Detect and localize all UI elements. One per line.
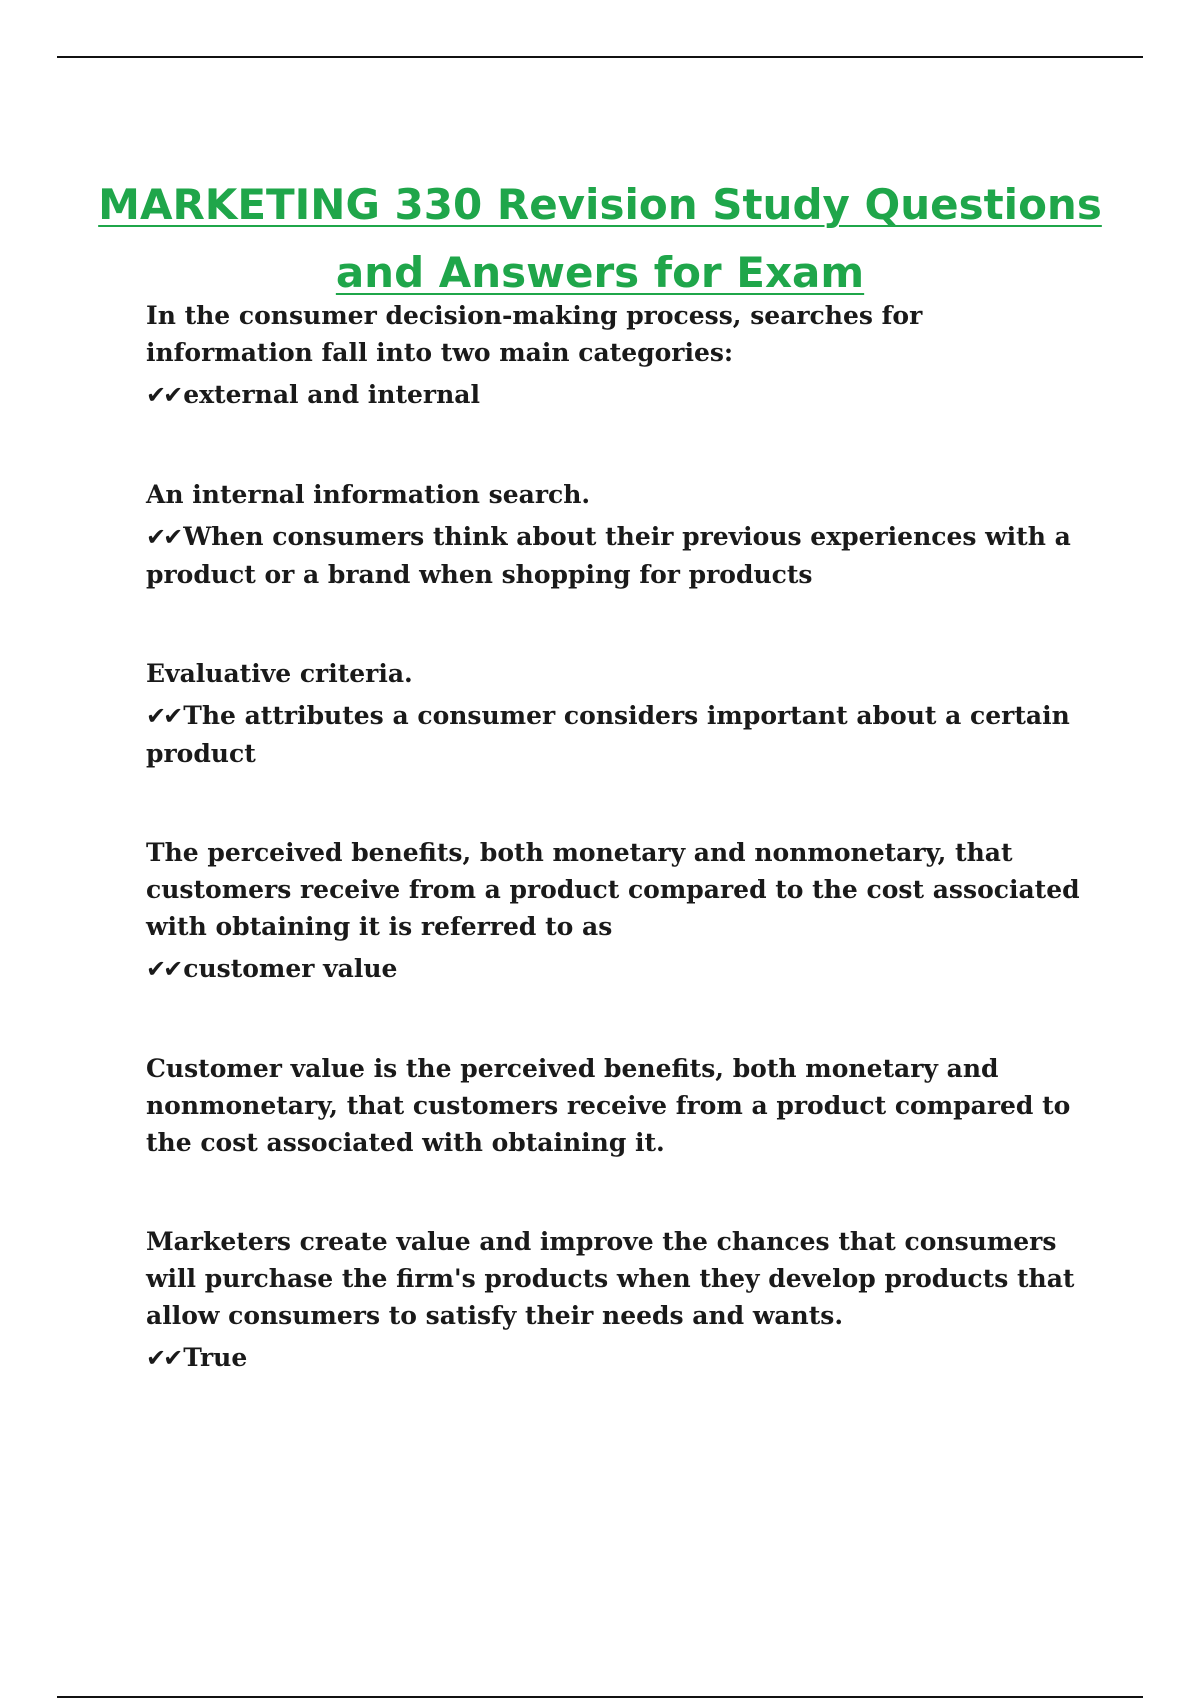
answer-text: customer value — [183, 954, 398, 983]
qa-item — [146, 476, 1096, 593]
double-check-icon: ✔✔ — [146, 381, 181, 409]
qa-item — [146, 655, 1096, 772]
question-text: The perceived benefits, both monetary and nonmonetary, that customers receive from a product compared to the cost associated with obtaining it is referred to as — [146, 838, 1080, 941]
qa-item — [146, 834, 1096, 988]
answer — [146, 697, 1096, 772]
qa-item — [146, 297, 1096, 414]
answer — [146, 1339, 1096, 1377]
answer-text: True — [183, 1343, 248, 1372]
answer — [146, 950, 1096, 988]
question-text: Customer value is the perceived benefits, both monetary and nonmonetary, that customers receive from a product compared to the cost associated with obtaining it. — [146, 1054, 1071, 1157]
document-title — [60, 171, 1140, 307]
answer — [146, 376, 1096, 414]
qa-item — [146, 1223, 1096, 1377]
double-check-icon: ✔✔ — [146, 702, 181, 730]
header-rule — [57, 56, 1143, 58]
answer-text: When consumers think about their previous experiences with a product or a brand when shopping for products — [146, 522, 1071, 589]
question-text: In the consumer decision-making process, searches for information fall into two main categories: — [146, 301, 923, 367]
answer — [146, 518, 1096, 593]
footer-rule — [57, 1696, 1143, 1698]
qa-item — [146, 1050, 1096, 1161]
question-text: Marketers create value and improve the chances that consumers will purchase the firm's products when they develop products that allow consumers to satisfy their needs and wants. — [146, 1227, 1075, 1330]
title-line-2: and Answers for Exam — [335, 248, 865, 298]
answer-text: external and internal — [183, 380, 480, 409]
title-line-1: MARKETING 330 Revision Study Questions — [98, 180, 1102, 230]
answer-text: The attributes a consumer considers important about a certain product — [146, 701, 1070, 768]
double-check-icon: ✔✔ — [146, 523, 181, 551]
double-check-icon: ✔✔ — [146, 1344, 181, 1372]
question-text: An internal information search. — [146, 480, 591, 509]
double-check-icon: ✔✔ — [146, 955, 181, 983]
question-text: Evaluative criteria. — [146, 659, 413, 688]
qa-list — [146, 297, 1096, 1439]
